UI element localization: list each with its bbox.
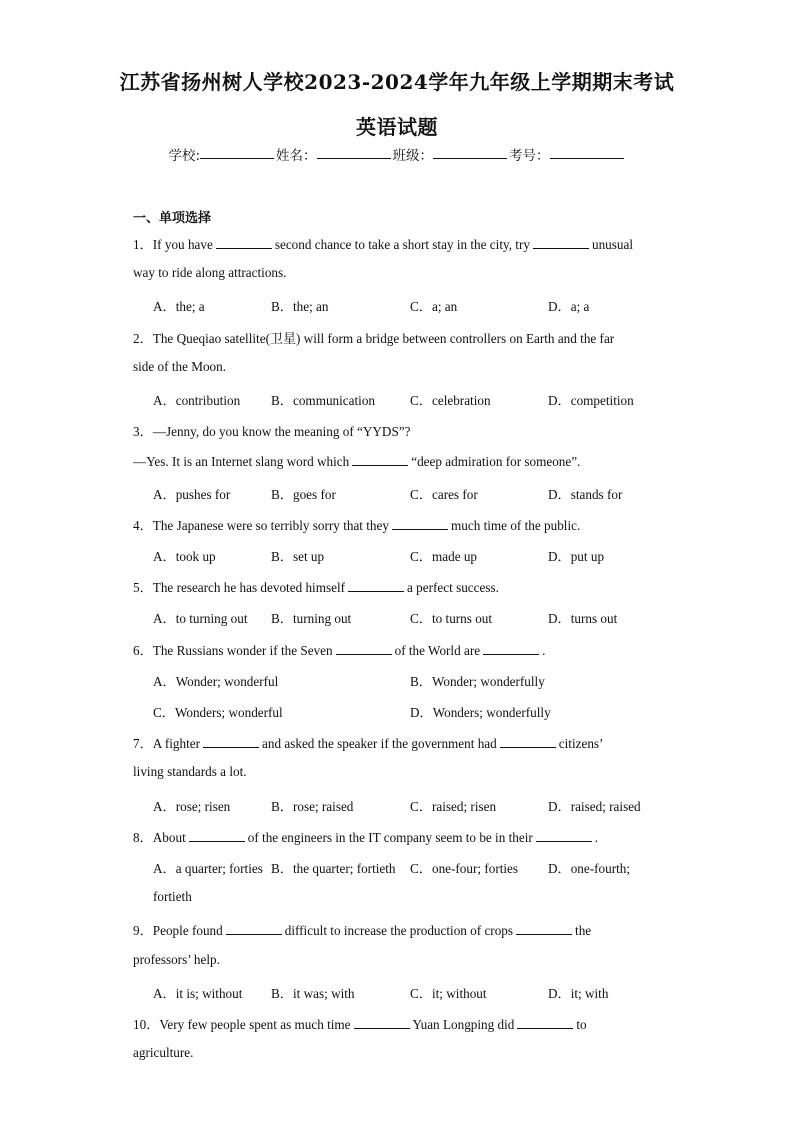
option-a: A．Wonder; wonderful [153,674,279,689]
option-b: B．Wonder; wonderfully [410,674,545,689]
option-c: C．Wonders; wonderful [153,705,283,720]
question-4: 4．The Japanese were so terribly sorry that they much time of the public. [133,518,581,533]
option-d: D．raised; raised [548,799,641,814]
answer-blank [500,734,556,748]
option-d: D．a; a [548,299,590,314]
question-1: 1．If you have second chance to take a short stay in the city, try unusual [133,237,633,252]
answer-blank [226,921,282,935]
option-a: A．to turning out [153,611,248,626]
question-8: 8．About of the engineers in the IT company seem to be in their . [133,830,599,845]
question-2: 2．The Queqiao satellite(卫星) will form a bridge between controllers on Earth and the far [133,331,615,347]
option-a: A．a quarter; forties [153,861,263,876]
option-c: C．cares for [410,487,478,502]
question-10: 10．Very few people spent as much time Yuan Longping did to [133,1017,587,1032]
number-label: 考号： [509,148,550,164]
exam-title-line1: 江苏省扬州树人学校2023-2024学年九年级上学期期末考试 [119,70,675,94]
question-1-line2: way to ride along attractions. [133,265,287,280]
name-blank[interactable] [317,144,391,159]
option-d: D．one-fourth; [548,861,631,876]
option-b: B．it was; with [271,986,355,1001]
option-d: D．Wonders; wonderfully [410,705,551,720]
answer-blank [336,641,392,655]
answer-blank [189,828,245,842]
option-c: C．a; an [410,299,458,314]
class-label: 班级： [392,148,434,164]
option-b: B．the; an [271,299,329,314]
answer-blank [536,828,592,842]
option-d: D．competition [548,393,634,408]
question-3: 3．—Jenny, do you know the meaning of “YYDS”? [133,424,411,439]
option-d: D．it; with [548,986,609,1001]
option-a: A．took up [153,549,216,564]
option-b: B．the quarter; fortieth [271,861,396,876]
question-10-line2: agriculture. [133,1045,194,1060]
answer-blank [216,235,272,249]
exam-title-line2: 英语试题 [356,115,438,139]
option-d-continued: fortieth [153,889,192,904]
school-label: 学校: [168,148,201,164]
answer-blank [517,1015,573,1029]
option-c: C．raised; risen [410,799,497,814]
option-b: B．set up [271,549,325,564]
answer-blank [533,235,589,249]
answer-blank [516,921,572,935]
option-a: A．rose; risen [153,799,231,814]
student-info-row [0,144,794,164]
option-d: D．stands for [548,487,623,502]
number-blank[interactable] [550,144,624,159]
option-b: B．turning out [271,611,352,626]
option-d: D．turns out [548,611,618,626]
question-7-line2: living standards a lot. [133,764,247,779]
answer-blank [348,578,404,592]
question-5: 5．The research he has devoted himself a perfect success. [133,580,499,595]
answer-blank [392,516,448,530]
answer-blank [354,1015,410,1029]
question-9: 9．People found difficult to increase the production of crops the [133,923,592,938]
section-title: 一、单项选择 [133,211,212,226]
option-c: C．it; without [410,986,487,1001]
question-6: 6．The Russians wonder if the Seven of the World are . [133,643,546,658]
name-label: 姓名： [276,148,317,164]
question-7: 7．A fighter and asked the speaker if the government had citizens’ [133,736,604,751]
option-b: B．communication [271,393,376,408]
class-blank[interactable] [433,144,507,159]
question-3-line2: —Yes. It is an Internet slang word which “deep admiration for someone”. [133,454,581,469]
option-b: B．goes for [271,487,336,502]
question-9-line2: professors’ help. [133,952,220,967]
option-b: B．rose; raised [271,799,354,814]
option-d: D．put up [548,549,605,564]
answer-blank [203,734,259,748]
option-a: A．the; a [153,299,205,314]
option-c: C．one-four; forties [410,861,519,876]
option-a: A．contribution [153,393,241,408]
option-a: A．pushes for [153,487,231,502]
question-2-line2: side of the Moon. [133,359,227,374]
option-a: A．it is; without [153,986,243,1001]
answer-blank [352,452,408,466]
option-c: C．made up [410,549,478,564]
option-c: C．celebration [410,393,491,408]
school-blank[interactable] [200,144,274,159]
option-c: C．to turns out [410,611,493,626]
answer-blank [483,641,539,655]
